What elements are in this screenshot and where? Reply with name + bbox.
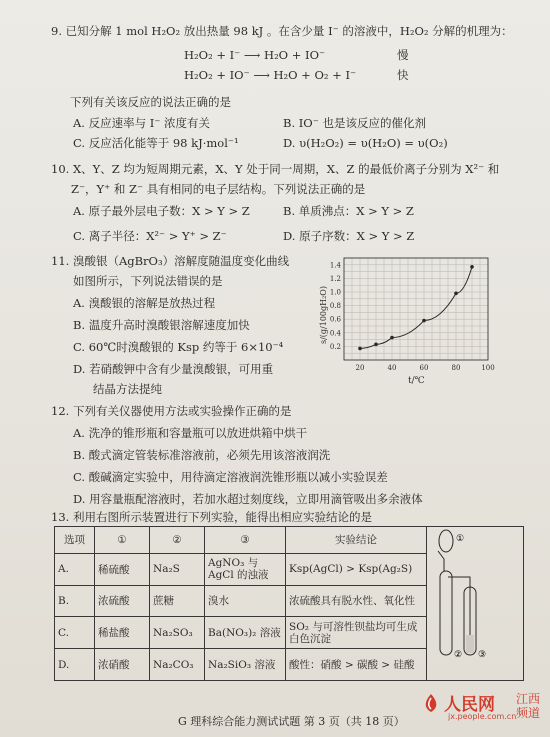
q11-option-a: A. 溴酸银的溶解是放热过程 [73,296,216,310]
data-point [374,343,378,347]
table-cell: A. [55,553,95,585]
q9-option-c: C. 反应活化能等于 98 kJ·mol⁻¹ [73,136,239,150]
q10-option-d: D. 原子序数：X > Y > Z [283,229,415,243]
q11-option-d-line1: D. 若硝酸钾中含有少量溴酸银，可用重 [73,362,274,376]
y-tick-label: 0.4 [329,329,341,338]
table-cell: SO₂ 与可溶性钡盐均可生成白色沉淀 [286,617,427,649]
q9-equation-1: H₂O₂ + I⁻ ⟶ H₂O + IO⁻ [184,48,326,62]
apparatus-diagram [430,527,520,677]
header-cell: ② [150,527,205,554]
data-point [422,319,426,323]
x-tick-label: 100 [481,364,495,372]
table-cell: 酸性：硝酸 > 碳酸 > 硅酸 [286,649,427,681]
chart-y-label: s/(g/100gH₂O) [319,286,328,344]
q12-option-a: A. 洗净的锥形瓶和容量瓶可以放进烘箱中烘干 [73,426,308,440]
table-cell: 溴水 [205,585,286,617]
q9-prompt: 下列有关该反应的说法正确的是 [70,95,231,109]
watermark-channel: 频道 [516,706,541,720]
y-tick-label: 0.2 [329,342,341,351]
table-cell: 浓硫酸具有脱水性、氧化性 [286,585,427,617]
table-cell: 浓硫酸 [95,585,150,617]
solubility-chart [300,252,505,387]
q11-option-b: B. 温度升高时溴酸银溶解速度加快 [73,318,250,332]
q13-stem: 13. 利用右图所示装置进行下列实验，能得出相应实验结论的是 [51,510,372,524]
separatory-funnel-icon [439,530,453,552]
x-tick-label: 80 [451,364,461,372]
q9-eq2-tag: 快 [397,68,409,82]
y-tick-label: 1.0 [329,288,341,297]
table-cell: 浓硝酸 [95,649,150,681]
table-cell: 稀硫酸 [95,553,150,585]
x-tick-label: 40 [387,364,397,372]
data-point [470,265,474,269]
header-cell: ③ [205,527,286,554]
table-cell: Na₂SiO₃ 溶液 [205,649,286,681]
q12-option-d: D. 用容量瓶配溶液时，若加水超过刻度线，立即用滴管吸出多余液体 [73,492,423,506]
liquid-icon [466,635,474,653]
people-logo-icon [420,692,442,714]
data-point [358,347,362,351]
q9-option-b: B. IO⁻ 也是该反应的催化剂 [283,116,426,130]
table-cell: 稀盐酸 [95,617,150,649]
chart-ticks [330,261,495,372]
q11-stem-line2: 如图所示，下列说法错误的是 [73,274,223,288]
y-tick-label: 1.4 [329,261,341,270]
table-cell: D. [55,649,95,681]
y-tick-label: 1.2 [329,274,341,283]
watermark-region: 江西 [516,692,541,706]
x-tick-label: 20 [355,364,365,372]
table-cell: 蔗糖 [150,585,205,617]
q9-eq1-tag: 慢 [397,48,409,62]
q11-option-d-line2: 结晶方法提纯 [93,382,162,396]
q10-option-a: A. 原子最外层电子数：X > Y > Z [73,204,250,218]
table-cell: Na₂S [150,553,205,585]
q9-equation-2: H₂O₂ + IO⁻ ⟶ H₂O + O₂ + I⁻ [184,68,357,82]
q10-stem-line2: Z⁻，Y⁺ 和 Z⁻ 具有相同的电子层结构。下列说法正确的是 [71,182,366,196]
q9-stem: 9. 已知分解 1 mol H₂O₂ 放出热量 98 kJ 。在含少量 I⁻ 的溶液中，H₂O₂ 分解的机理为： [51,24,513,38]
q12-stem: 12. 下列有关仪器使用方法或实验操作正确的是 [51,404,292,418]
y-tick-label: 0.8 [329,302,341,311]
q11-stem-line1: 11. 溴酸银（AgBrO₃）溶解度随温度变化曲线 [51,254,290,268]
q10-stem-line1: 10. X、Y、Z 均为短周期元素，X、Y 处于同一周期，X、Z 的最低价离子分别为 X²⁻ 和 [51,162,500,176]
table-cell: C. [55,617,95,649]
chart-grid [344,258,488,360]
q10-option-c: C. 离子半径：X²⁻ > Y⁺ > Z⁻ [73,229,227,243]
q12-option-b: B. 酸式滴定管装标准溶液前，必须先用该溶液润洗 [73,448,331,462]
test-tube-left-icon [440,571,452,655]
data-point [390,336,394,340]
header-cell: 实验结论 [286,527,427,554]
table-header-row [55,527,524,554]
q12-option-c: C. 酸碱滴定实验中，用待滴定溶液润洗锥形瓶以减小实验误差 [73,470,388,484]
x-tick-label: 60 [419,364,429,372]
table-cell: Na₂SO₃ [150,617,205,649]
q9-option-a: A. 反应速率与 I⁻ 浓度有关 [73,116,211,130]
table-cell: B. [55,585,95,617]
apparatus-label-1: ① [456,534,465,544]
table-cell: Na₂CO₃ [150,649,205,681]
funnel-icon [438,551,444,571]
table-cell: Ba(NO₃)₂ 溶液 [205,617,286,649]
table-cell: Ksp(AgCl) > Ksp(Ag₂S) [286,553,427,585]
q11-option-c: C. 60℃时溴酸银的 Ksp 约等于 6×10⁻⁴ [73,340,284,354]
apparatus-cell [427,527,524,681]
q13-table [54,526,524,681]
page-footer: G 理科综合能力测试试题 第 3 页（共 18 页） [178,715,405,728]
chart-x-label: t/℃ [408,376,425,386]
table-cell: AgNO₃ 与 AgCl 的浊液 [205,553,286,585]
q10-option-b: B. 单质沸点：X > Y > Z [283,204,414,218]
data-point [454,292,458,296]
q9-option-d: D. υ(H₂O₂) = υ(H₂O) = υ(O₂) [283,136,448,150]
apparatus-label-2: ② [454,650,463,660]
watermark-domain: jx.people.com.cn [448,712,517,721]
delivery-tube-icon [448,577,470,645]
header-cell: ① [95,527,150,554]
watermark-brand: 人民网 [444,695,495,715]
y-tick-label: 0.6 [329,315,341,324]
apparatus-label-3: ③ [478,650,487,660]
header-cell: 选项 [55,527,95,554]
